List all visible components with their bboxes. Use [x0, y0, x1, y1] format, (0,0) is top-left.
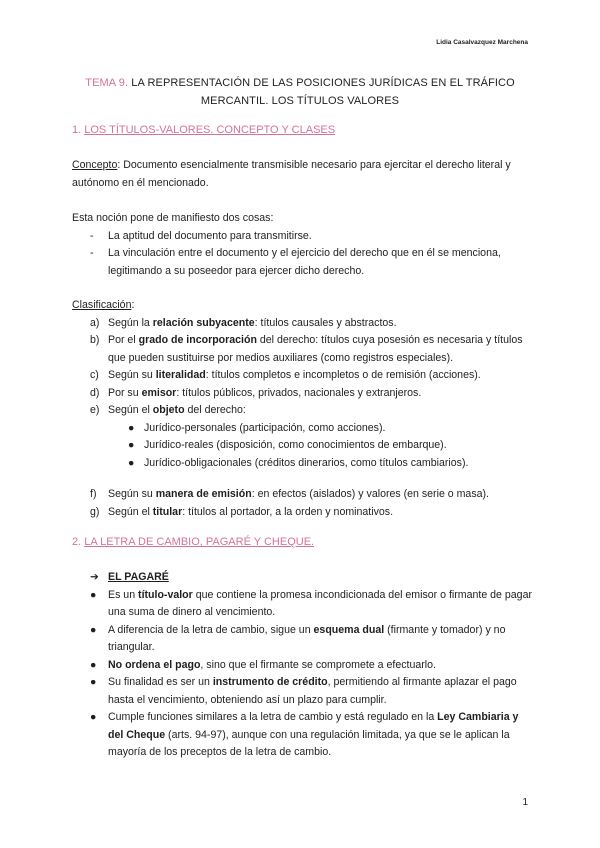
section1-heading: [72, 124, 335, 136]
bullet-post: , sino que el firmante se compromete a efectuarlo.: [200, 658, 436, 671]
title-line1: LA REPRESENTACIÓN DE LAS POSICIONES JURÍDICAS EN EL TRÁFICO: [128, 77, 515, 89]
item-bold: manera de emisión: [155, 488, 252, 500]
clasificacion-heading: [72, 297, 532, 315]
item-bold: literalidad: [155, 369, 206, 381]
subitem-text: Jurídico-reales (disposición, como conocimientos de embarque).: [144, 439, 447, 451]
clasificacion-item: [72, 332, 532, 367]
subitem-text: Jurídico-personales (participación, como acciones).: [144, 421, 386, 434]
bullet-bold: esquema dual: [313, 623, 385, 636]
item-pre: Según su: [108, 369, 156, 381]
item-pre: Por su: [108, 386, 142, 399]
clasificacion-label: Clasificación: [72, 299, 132, 311]
item-marker: f): [90, 488, 97, 500]
pagare-subheading: [72, 569, 532, 587]
bullet-marker: ●: [128, 421, 135, 434]
concepto-text: : Documento esencialmente transmisible necesario para ejercitar el derecho literal y autónomo en él mencionado.: [72, 159, 511, 189]
clasificacion-item: [72, 504, 532, 522]
bullet-pre: Es un: [108, 588, 139, 601]
concepto-label: Concepto: [72, 159, 118, 171]
nocion-item: [72, 245, 532, 280]
clasificacion-colon: :: [131, 299, 135, 311]
item-pre: Según el: [108, 404, 153, 416]
pagare-bullet: [72, 657, 532, 675]
item-post: : títulos completos e incompletos o de remisión (acciones).: [205, 369, 481, 381]
objeto-subitem: [72, 455, 532, 473]
bullet-bold: instrumento de crédito: [212, 676, 328, 688]
section1-number: 1.: [72, 124, 85, 136]
bullet-bold: No ordena el pago: [108, 658, 201, 671]
bullet-bold: título-valor: [138, 588, 193, 601]
page-number: 1: [522, 797, 528, 808]
bullet-marker: ●: [90, 658, 97, 671]
bullet-marker: ●: [128, 456, 135, 469]
item-marker: c): [90, 369, 99, 381]
item-post: del derecho:: [184, 404, 246, 416]
author-name: Lidia Casalvazquez Marchena: [436, 39, 528, 46]
item-post: : títulos al portador, a la orden y nominativos.: [182, 505, 394, 518]
dash-marker: -: [90, 247, 94, 259]
bullet-marker: ●: [90, 588, 97, 601]
arrow-icon: ➔: [90, 571, 99, 583]
item-post: del derecho: títulos cuya posesión es necesaria y títulos que pueden sustituirse por medios auxiliares (como registros especiales).: [108, 334, 523, 364]
item-pre: Según la: [108, 316, 153, 329]
clasificacion-item: [72, 315, 532, 333]
bullet-marker: ●: [90, 711, 97, 723]
bullet-post: , permitiendo al firmante aplazar el pago hasta el vencimiento, obteniendo así un plazo para cumplir.: [108, 676, 517, 706]
clasificacion-item: [72, 486, 532, 504]
item-post: : en efectos (aislados) y valores (en serie o masa).: [251, 488, 489, 500]
section2-title: LA LETRA DE CAMBIO, PAGARÉ Y CHEQUE.: [84, 536, 315, 548]
item-pre: Por el: [108, 334, 139, 346]
item-pre: Según el: [108, 505, 153, 518]
bullet-marker: ●: [90, 676, 97, 688]
objeto-subitem: [72, 420, 532, 438]
section1-title: LOS TÍTULOS-VALORES. CONCEPTO Y CLASES: [84, 124, 336, 136]
subitem-text: Jurídico-obligacionales (créditos dinerarios, como títulos cambiarios).: [144, 456, 469, 469]
item-marker: a): [90, 316, 100, 329]
clasificacion-block: [72, 297, 532, 521]
item-bold: emisor: [141, 386, 177, 399]
item-marker: e): [90, 404, 100, 416]
clasificacion-item: [72, 367, 532, 385]
bullet-post: (arts. 94-97), aunque con una regulación limitada, ya que se le aplican la mayoría de los preceptos de la letra de cambio.: [108, 728, 510, 758]
clasificacion-item: [72, 402, 532, 420]
item-bold: relación subyacente: [152, 316, 255, 329]
dash-marker: -: [90, 229, 94, 242]
bullet-pre: A diferencia de la letra de cambio, sigue un: [108, 623, 314, 636]
concepto-paragraph: [72, 157, 532, 192]
objeto-subitem: [72, 437, 532, 455]
title-line2: MERCANTIL. LOS TÍTULOS VALORES: [200, 95, 400, 107]
bullet-post: que contiene la promesa incondicionada del emisor o firmante de pagar una suma de dinero al vencimiento.: [108, 588, 532, 618]
item-bold: grado de incorporación: [138, 334, 257, 346]
item-pre: Según su: [108, 488, 156, 500]
bullet-bold: Ley Cambiaria y del Cheque: [108, 711, 519, 741]
pagare-bullet: [72, 622, 532, 657]
bullet-pre: Su finalidad es ser un: [108, 676, 213, 688]
bullet-marker: ●: [128, 439, 135, 451]
pagare-bullet: [72, 587, 532, 622]
pagare-title: EL PAGARÉ: [108, 571, 169, 583]
bullet-post: (firmante y tomador) y no triangular.: [108, 623, 506, 653]
item-marker: b): [90, 334, 100, 346]
item-post: : títulos causales y abstractos.: [254, 316, 397, 329]
nocion-intro: Esta noción pone de manifiesto dos cosas:: [72, 212, 274, 224]
section2-heading: [72, 536, 314, 548]
document-title: [72, 74, 528, 110]
bullet-pre: Cumple funciones similares a la letra de cambio y está regulado en la: [108, 711, 438, 723]
nocion-item-text: La vinculación entre el documento y el ejercicio del derecho que en él se menciona, legitimando a su poseedor para ejercer dicho derecho.: [108, 247, 501, 277]
item-bold: titular: [152, 505, 183, 518]
clasificacion-item: [72, 385, 532, 403]
pagare-bullet: [72, 709, 532, 762]
item-marker: g): [90, 505, 100, 518]
item-post: : títulos públicos, privados, nacionales y extranjeros.: [176, 386, 422, 399]
nocion-block: [72, 210, 532, 280]
nocion-item: [72, 228, 532, 246]
item-bold: objeto: [152, 404, 185, 416]
pagare-bullet: [72, 674, 532, 709]
bullet-marker: ●: [90, 623, 97, 636]
pagare-block: [72, 569, 532, 762]
nocion-item-text: La aptitud del documento para transmitirse.: [108, 229, 312, 242]
item-marker: d): [90, 386, 100, 399]
title-tema: TEMA 9.: [85, 77, 129, 89]
section2-number: 2.: [72, 536, 85, 548]
